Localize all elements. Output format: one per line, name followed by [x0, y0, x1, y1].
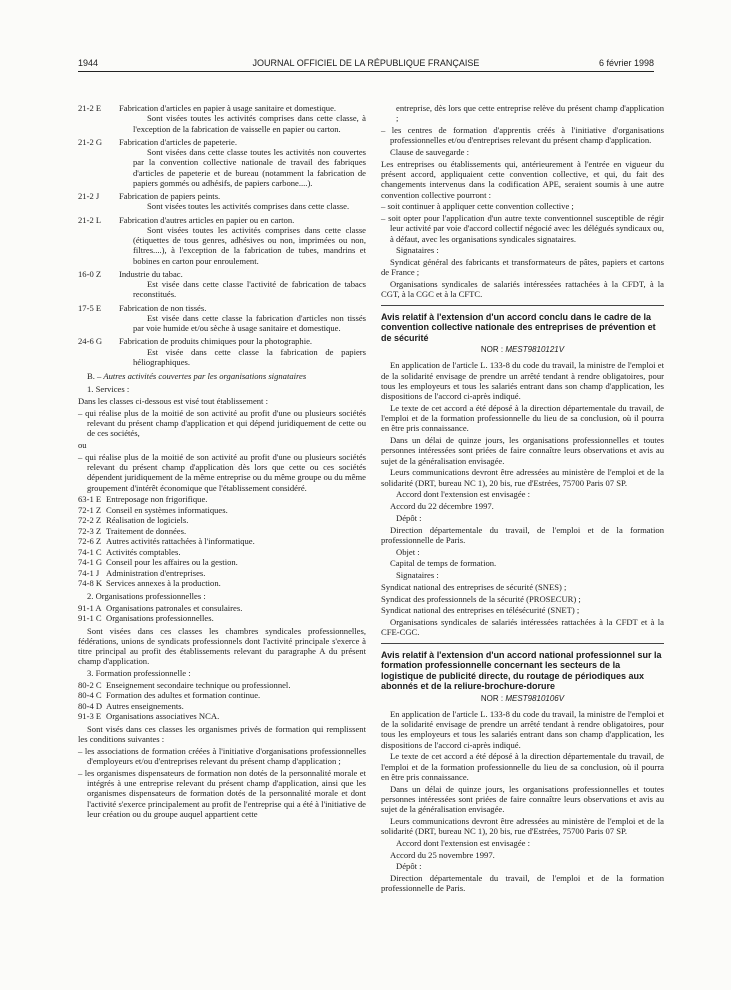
- avis-2-paragraph-2: Le texte de cet accord a été déposé à la direction départementale du travail, de l'emploi et de la formation professionnelle du lieu de sa conclusion, où il pourra en être pris connaissance.: [381, 402, 664, 434]
- class-label: Réalisation de logiciels.: [106, 515, 189, 526]
- class-code: 74-1 J: [78, 567, 100, 578]
- avis-2-depot: Direction départementale du travail, de l'emploi et de la formation professionnelle de Paris.: [381, 524, 664, 545]
- class-label: Activités comptables.: [106, 546, 181, 557]
- formation-condition-2: – les organismes dispensateurs de formation non dotés de la personnalité morale et intégrés à une entreprise relevant du présent champ d'application, ainsi que les organismes dispensateurs de formation dotés de la personnalité morale et dont l'activité s'exerce principalement au profit de l'entreprise qui a été à l'initiative de leur création ou du groupe auquel appartient cette: [78, 767, 366, 819]
- nor-reference: NOR : MEST9810106V: [480, 693, 565, 703]
- activity-note: Sont visées toutes les activités comprises dans cette classe, à l'exception de la fabrication de vaisselle en papier ou carton.: [133, 113, 366, 134]
- section-divider: [381, 643, 664, 644]
- avis-3-paragraph-1: En application de l'article L. 133-8 du code du travail, la ministre de l'emploi et de la solidarité envisage de prendre un arrêté tendant à rendre obligatoires, pour tous les employeurs et tous les salariés entrant dans son champ d'application, les dispositions de l'accord ci-après indiqué.: [381, 708, 664, 750]
- activity-code: 17-5 E: [78, 302, 102, 313]
- class-label: Entreposage non frigorifique.: [106, 494, 208, 505]
- avis-3-accord: Accord du 25 novembre 1997.: [390, 849, 495, 860]
- activity-code: 21-2 J: [78, 191, 100, 201]
- formation-code-list: [78, 680, 366, 722]
- class-label: Organisations associatives NCA.: [106, 711, 220, 722]
- nor-reference: NOR : MEST9810121V: [480, 345, 565, 354]
- code-row: [78, 557, 366, 568]
- class-label: Traitement de données.: [106, 525, 187, 536]
- avis-2-paragraph-4: Leurs communications devront être adressées au ministère de l'emploi et de la solidarité (DRT, bureau NC 1), 20 bis, rue d'Estrées, 75700 Paris 07 SP.: [381, 467, 664, 488]
- journal-title: JOURNAL OFFICIEL DE LA RÉPUBLIQUE FRANÇAISE: [252, 58, 480, 68]
- code-row: [78, 547, 366, 558]
- accord-label: Accord dont l'extension est envisagée :: [396, 489, 530, 500]
- signatory-2d: Organisations syndicales de salariés intéressées rattachées à la CFDT et à la CFE-CGC.: [381, 617, 664, 638]
- activity-note: Sont visées dans cette classe toutes les activités non couvertes par la convention collective nationale de travail des fabriques d'articles de papeterie et de bureau (notamment la fabrication de papiers gommés ou adhésifs, de papiers carbone....).: [133, 147, 366, 188]
- avis-2-paragraph-3: Dans un délai de quinze jours, les organisations professionnelles et toutes personnes intéressées sont priées de faire connaître leurs observations et avis au sujet de la généralisation envisagée.: [381, 435, 664, 466]
- class-code: 80-4 D: [78, 700, 103, 711]
- depot-label: Dépôt :: [396, 861, 422, 872]
- signatory-2c: Syndicat national des entreprises en télésécurité (SNET) ;: [381, 605, 580, 616]
- activity-title: Fabrication de produits chimiques pour la photographie.: [119, 336, 313, 347]
- code-row: [78, 515, 366, 526]
- activity-note: Sont visées toutes les activités comprises dans cette classe (étiquettes de tous genres, adhésives ou non, imprimées ou non, filtres....), à l'exception de la fabrication de tubes, mandrins et bobines en carton pour enroulement.: [133, 224, 366, 266]
- activity-title: Fabrication d'articles en papier à usage sanitaire et domestique.: [119, 103, 337, 113]
- clause-title: Clause de sauvegarde :: [390, 147, 469, 157]
- signatory-2a: Syndicat national des entreprises de sécurité (SNES) ;: [381, 581, 567, 592]
- continued-text-1: entreprise, dès lors que cette entreprise relève du présent champ d'application ;: [396, 103, 664, 124]
- clause-option-2: – soit opter pour l'application d'un autre texte conventionnel susceptible de régir leur activité par voie d'accord collectif négocié avec les délégués syndicaux ou, à défaut, avec les organisations syndicales signataires.: [381, 213, 664, 244]
- activity-note: Est visée dans cette classe la fabrication de papiers héliographiques.: [133, 346, 366, 367]
- class-label: Services annexes à la production.: [106, 578, 221, 589]
- avis-heading-prevention: Avis relatif à l'extension d'un accord conclu dans le cadre de la convention collective nationale des entreprises de prévention et de sécurité: [381, 311, 656, 343]
- class-code: 91-3 E: [78, 711, 102, 722]
- services-condition-2: – qui réalise plus de la moitié de son activité au profit d'une ou plusieurs sociétés relevant du présent champ d'application dès lors que cette ou ces sociétés dépendent juridiquement de la même entreprise ou du même groupe ou du même groupement d'intérêt économique que l'établissement considéré.: [78, 451, 366, 493]
- activity-entry: [78, 303, 366, 334]
- avis-2-accord: Accord du 22 décembre 1997.: [390, 501, 494, 511]
- signataires-label-1: Signataires :: [396, 245, 439, 256]
- class-code: 74-1 C: [78, 546, 102, 557]
- right-column: [381, 103, 664, 895]
- section-b-heading: B. – Autres activités couvertes par les organisations signataires: [87, 371, 307, 381]
- class-label: Organisations patronales et consulaires.: [106, 602, 243, 613]
- activity-code: 21-2 G: [78, 136, 103, 147]
- class-code: 72-3 Z: [78, 525, 102, 536]
- activity-title: Fabrication d'articles de papeterie.: [119, 136, 237, 147]
- activity-entry: [78, 336, 366, 367]
- org-title: 2. Organisations professionnelles :: [87, 590, 206, 601]
- avis-3-depot: Direction départementale du travail, de l'emploi et de la formation professionnelle de Paris.: [381, 873, 664, 894]
- activity-title: Industrie du tabac.: [119, 268, 183, 279]
- page-number: 1944: [78, 58, 99, 68]
- services-or: ou: [78, 440, 87, 450]
- activity-note: Est visée dans cette classe l'activité de fabrication de tabacs reconstitués.: [133, 279, 366, 300]
- org-code-list: [78, 603, 366, 624]
- code-row: [78, 568, 366, 579]
- left-column: [78, 103, 366, 821]
- activity-code: 24-6 G: [78, 336, 103, 347]
- class-code: 74-1 G: [78, 557, 103, 568]
- class-label: Formation des adultes et formation continue.: [106, 690, 261, 701]
- class-code: 72-1 Z: [78, 504, 102, 515]
- continued-text-2: – les centres de formation d'apprentis créés à l'initiative d'organisations professionnelles et/ou d'entreprises relevant du présent champ d'application.: [381, 125, 664, 146]
- class-code: 72-2 Z: [78, 515, 102, 526]
- issue-date: 6 février 1998: [598, 58, 654, 68]
- class-code: 91-1 C: [78, 613, 102, 623]
- formation-title: 3. Formation professionnelle :: [87, 668, 191, 678]
- activity-title: Fabrication d'autres articles en papier ou en carton.: [119, 214, 295, 225]
- code-row: [78, 613, 366, 624]
- signatory-1a: Syndicat général des fabricants et transformateurs de pâtes, papiers et cartons de France ;: [381, 257, 664, 278]
- services-intro: Dans les classes ci-dessous est visé tout établissement :: [78, 396, 268, 406]
- activity-title: Fabrication de papiers peints.: [119, 191, 221, 201]
- class-label: Autres enseignements.: [106, 700, 184, 711]
- code-row: [78, 536, 366, 547]
- class-label: Enseignement secondaire technique ou professionnel.: [106, 679, 291, 690]
- objet-label: Objet :: [396, 546, 420, 557]
- class-code: 91-1 A: [78, 602, 102, 613]
- signatory-1b: Organisations syndicales de salariés intéressées rattachées à la CFDT, à la CGT, à la CGC et à la CFTC.: [381, 279, 664, 300]
- code-row: [78, 680, 366, 691]
- activity-entry: [78, 137, 366, 188]
- class-label: Conseil pour les affaires ou la gestion.: [106, 557, 238, 568]
- activity-entry: [78, 191, 366, 212]
- avis-2-paragraph-1: En application de l'article L. 133-8 du code du travail, la ministre de l'emploi et de la solidarité envisage de prendre un arrêté tendant à rendre obligatoires, pour tous les employeurs et tous les salariés entrant dans son champ d'application, les dispositions de l'accord ci-après indiqué.: [381, 360, 664, 401]
- class-code: 63-1 E: [78, 494, 102, 505]
- section-divider: [381, 305, 664, 306]
- services-condition-1: – qui réalise plus de la moitié de son activité au profit d'une ou plusieurs sociétés relevant du présent champ d'application et qui dépend juridiquement de cette ou de ces sociétés,: [78, 407, 366, 439]
- org-text: Sont visées dans ces classes les chambres syndicales professionnelles, fédérations, unions de syndicats professionnels dont l'activité principale s'exerce à titre principal au profit des établissements relevant du paragraphe A du présent champ d'application.: [78, 625, 366, 667]
- code-row: [78, 701, 366, 712]
- avis-heading-routage: Avis relatif à l'extension d'un accord national professionnel sur la formation professionnelle concernant les secteurs de la logistique de publicité directe, du routage de périodiques aux abonnés et de la reliure-brochure-dorure: [381, 649, 662, 691]
- clause-text: Les entreprises ou établissements qui, antérieurement à l'entrée en vigueur du présent accord, appliquaient cette convention collective, et qui, du fait des changements intervenus dans la codification APE, seraient soumis à une autre convention collective pourront :: [381, 158, 664, 200]
- class-label: Administration d'entreprises.: [106, 567, 206, 578]
- code-row: [78, 494, 366, 505]
- header-rule: [78, 71, 654, 72]
- code-row: [78, 505, 366, 516]
- formation-text: Sont visés dans ces classes les organismes privés de formation qui remplissent les conditions suivantes :: [78, 723, 366, 744]
- page-header: [78, 58, 654, 70]
- activity-note: Est visée dans cette classe la fabrication d'articles non tissés par voie humide et/ou sèche à usage sanitaire et domestique.: [133, 312, 366, 333]
- class-code: 80-4 C: [78, 690, 102, 701]
- activity-title: Fabrication de non tissés.: [119, 302, 207, 313]
- code-row: [78, 526, 366, 537]
- activity-code: 16-0 Z: [78, 268, 102, 279]
- code-row: [78, 711, 366, 722]
- avis-3-paragraph-2: Le texte de cet accord a été déposé à la direction départementale du travail, de l'emploi et de la formation professionnelle du lieu de sa conclusion, où il pourra en être pris connaissance.: [381, 751, 664, 782]
- activity-code: 21-2 E: [78, 103, 102, 113]
- services-title: 1. Services :: [87, 384, 130, 395]
- clause-option-1: – soit continuer à appliquer cette convention collective ;: [381, 201, 574, 212]
- class-code: 74-8 K: [78, 578, 103, 589]
- class-label: Conseil en systèmes informatiques.: [106, 504, 228, 515]
- depot-label: Dépôt :: [396, 512, 422, 523]
- avis-3-paragraph-4: Leurs communications devront être adressées au ministère de l'emploi et de la solidarité (DRT, bureau NC 1), 20 bis, rue d'Estrées, 75700 Paris 07 SP.: [381, 815, 664, 836]
- class-code: 80-2 C: [78, 679, 102, 690]
- activity-note: Sont visées toutes les activités comprises dans cette classe.: [147, 201, 350, 212]
- class-label: Autres activités rattachées à l'informatique.: [106, 536, 255, 547]
- avis-3-paragraph-3: Dans un délai de quinze jours, les organisations professionnelles et toutes personnes intéressées sont priées de faire connaître leurs observations et avis au sujet de la généralisation envisagée.: [381, 783, 664, 814]
- activity-entry: [78, 215, 366, 266]
- code-row: [78, 603, 366, 614]
- activity-entries: [78, 103, 366, 367]
- class-code: 72-6 Z: [78, 536, 102, 547]
- activity-code: 21-2 L: [78, 214, 102, 225]
- accord-label: Accord dont l'extension est envisagée :: [396, 837, 530, 848]
- class-label: Organisations professionnelles.: [106, 613, 214, 623]
- avis-2-objet: Capital de temps de formation.: [390, 558, 497, 569]
- signataires-label-2: Signataires :: [396, 570, 439, 580]
- service-code-list: [78, 494, 366, 589]
- code-row: [78, 578, 366, 589]
- activity-entry: [78, 269, 366, 300]
- code-row: [78, 690, 366, 701]
- formation-condition-1: – les associations de formation créées à l'initiative d'organisations professionnelles d'employeurs et/ou d'entreprises relevant du présent champ d'application ;: [78, 745, 366, 766]
- signatory-2b: Syndicat des professionnels de la sécurité (PROSECUR) ;: [381, 593, 581, 604]
- activity-entry: [78, 103, 366, 134]
